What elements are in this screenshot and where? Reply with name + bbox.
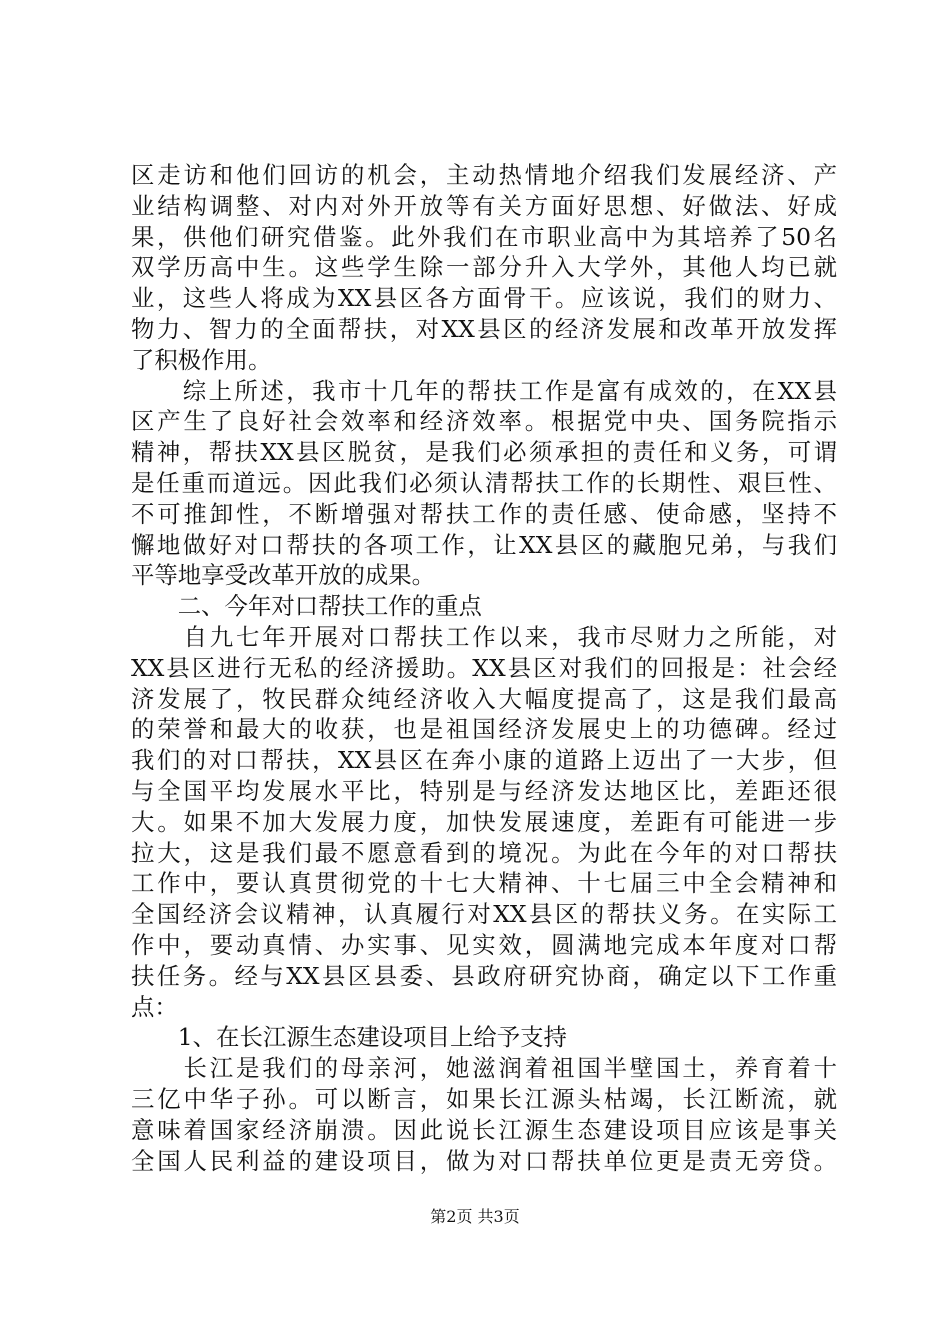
document-body [131, 160, 837, 1176]
text-line: 了积极作用。 [131, 345, 272, 374]
text-line: 济发展了，牧民群众纯经济收入大幅度提高了，这是我们最高 [131, 684, 837, 713]
text-line: 区走访和他们回访的机会，主动热情地介绍我们发展经济、产 [131, 161, 837, 189]
text-line: 区产生了良好社会效率和经济效率。根据党中央、国务院指示 [131, 407, 837, 436]
page-footer: 第2页 共3页 [430, 1207, 520, 1226]
text-line: 果，供他们研究借鉴。此外我们在市职业高中为其培养了50名 [131, 222, 837, 251]
text-line: 懈地做好对口帮扶的各项工作，让XX县区的藏胞兄弟，与我们 [131, 530, 837, 559]
text-line: 平等地享受改革开放的成果。 [131, 561, 436, 590]
text-line: 业结构调整、对内对外开放等有关方面好思想、好做法、好成 [131, 191, 837, 220]
text-line: 长江是我们的母亲河，她滋润着祖国半壁国土，养育着十 [131, 1054, 837, 1083]
text-line: 与全国平均发展水平比，特别是与经济发达地区比，差距还很 [131, 776, 837, 805]
text-line: 我们的对口帮扶，XX县区在奔小康的道路上迈出了一大步，但 [131, 746, 837, 775]
text-line: 业，这些人将成为XX县区各方面骨干。应该说，我们的财力、 [131, 284, 837, 313]
text-line: 精神，帮扶XX县区脱贫，是我们必须承担的责任和义务，可谓 [131, 438, 837, 467]
section-heading: 二、今年对口帮扶工作的重点 [131, 592, 482, 621]
text-line: 全国人民利益的建设项目，做为对口帮扶单位更是责无旁贷。 [131, 1146, 837, 1175]
text-line: 双学历高中生。这些学生除一部分升入大学外，其他人均已就 [131, 253, 837, 282]
text-line: XX县区进行无私的经济援助。XX县区对我们的回报是：社会经 [131, 653, 837, 682]
text-line: 是任重而道远。因此我们必须认清帮扶工作的长期性、艰巨性、 [131, 468, 837, 497]
text-line: 综上所述，我市十几年的帮扶工作是富有成效的，在XX县 [131, 376, 837, 405]
text-line: 三亿中华子孙。可以断言，如果长江源头枯竭，长江断流，就 [131, 1084, 837, 1113]
text-line: 物力、智力的全面帮扶，对XX县区的经济发展和改革开放发挥 [131, 314, 837, 343]
text-line: 意味着国家经济崩溃。因此说长江源生态建设项目应该是事关 [131, 1115, 837, 1144]
text-line: 自九七年开展对口帮扶工作以来，我市尽财力之所能，对 [131, 622, 837, 651]
text-line: 扶任务。经与XX县区县委、县政府研究协商，确定以下工作重 [131, 961, 837, 990]
text-line: 的荣誉和最大的收获，也是祖国经济发展史上的功德碑。经过 [131, 715, 837, 744]
subsection-heading: 1、在长江源生态建设项目上给予支持 [131, 1023, 567, 1052]
text-line: 不可推卸性，不断增强对帮扶工作的责任感、使命感，坚持不 [131, 499, 837, 528]
text-line: 工作中，要认真贯彻党的十七大精神、十七届三中全会精神和 [131, 869, 837, 898]
text-line: 作中，要动真情、办实事、见实效，圆满地完成本年度对口帮 [131, 930, 837, 959]
text-line: 全国经济会议精神，认真履行对XX县区的帮扶义务。在实际工 [131, 900, 837, 929]
text-line: 大。如果不加大发展力度，加快发展速度，差距有可能进一步 [131, 807, 837, 836]
text-line: 拉大，这是我们最不愿意看到的境况。为此在今年的对口帮扶 [131, 838, 837, 867]
text-line: 点： [131, 992, 178, 1021]
